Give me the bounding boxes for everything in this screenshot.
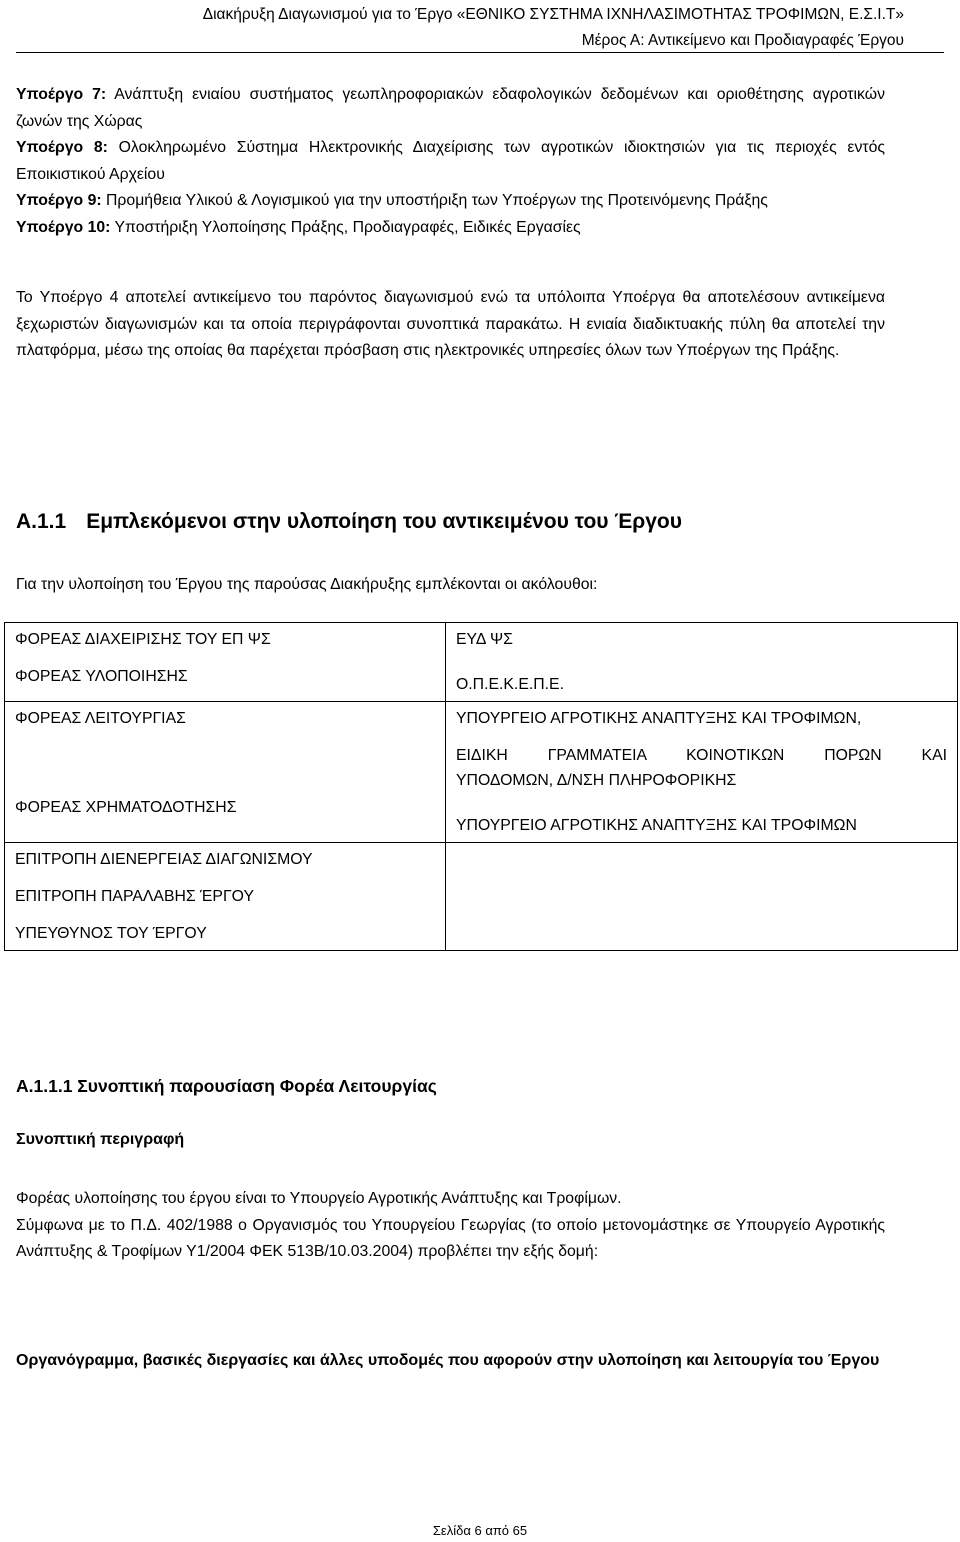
subproject-label: Υποέργο 9: (16, 192, 102, 209)
table-cell (5, 843, 446, 951)
subproject-text: Υποστήριξη Υλοποίησης Πράξης, Προδιαγραφές, Ειδικές Εργασίες (110, 218, 581, 236)
header-subtitle: Μέρος Α: Αντικείμενο και Προδιαγραφές Έργου (581, 32, 904, 49)
section-heading (16, 510, 682, 534)
subproject-label: Υποέργο 7: (16, 86, 107, 103)
cell-text: ΥΠΟΔΟΜΩΝ, Δ/ΝΣΗ ΠΛΗΡΟΦΟΡΙΚΗΣ (456, 772, 737, 789)
table-cell (5, 702, 446, 843)
subproject-7 (16, 82, 885, 135)
subproject-text: Ανάπτυξη ενιαίου συστήματος γεωπληροφοριακών εδαφολογικών δεδομένων και οριοθέτησης αγροτικών ζωνών της Χώρας (16, 86, 885, 130)
section-number: Α.1.1 (16, 510, 67, 533)
page-number: Σελίδα 6 από 65 (432, 1523, 528, 1538)
description-heading: Συνοπτική περιγραφή (16, 1131, 185, 1148)
subsection-heading: Α.1.1.1 Συνοπτική παρουσίαση Φορέα Λειτουργίας (16, 1076, 437, 1096)
subproject-text: Προμήθεια Υλικού & Λογισμικού για την υποστήριξη των Υποέργων της Προτεινόμενης Πράξης (101, 192, 768, 209)
table-cell (5, 623, 446, 702)
cell-text: ΥΠΟΥΡΓΕΙΟ ΑΓΡΟΤΙΚΗΣ ΑΝΑΠΤΥΞΗΣ ΚΑΙ ΤΡΟΦΙΜΩΝ (456, 817, 857, 834)
cell-text: ΦΟΡΕΑΣ ΛΕΙΤΟΥΡΓΙΑΣ (15, 710, 186, 727)
table-cell (446, 702, 958, 843)
org-heading: Οργανόγραμμα, βασικές διεργασίες και άλλες υποδομές που αφορούν στην υλοποίηση και λειτουργία του Έργου (16, 1352, 880, 1369)
table-row (5, 623, 958, 702)
subproject-text: Ολοκληρωμένο Σύστημα Ηλεκτρονικής Διαχείρισης των αγροτικών ιδιοκτησιών για τις περιοχές εντός Εποικιστικού Αρχείου (16, 139, 885, 183)
table-row (5, 843, 958, 951)
subproject-label: Υποέργο 10: (16, 218, 111, 236)
table-cell (446, 843, 958, 951)
cell-text: ΕΠΙΤΡΟΠΗ ΔΙΕΝΕΡΓΕΙΑΣ ΔΙΑΓΩΝΙΣΜΟΥ (15, 851, 313, 868)
cell-text: ΦΟΡΕΑΣ ΔΙΑΧΕΙΡΙΣΗΣ ΤΟΥ ΕΠ ΨΣ (15, 631, 271, 648)
cell-text: ΦΟΡΕΑΣ ΧΡΗΜΑΤΟΔΟΤΗΣΗΣ (15, 799, 237, 816)
cell-text: ΥΠΟΥΡΓΕΙΟ ΑΓΡΟΤΙΚΗΣ ΑΝΑΠΤΥΞΗΣ ΚΑΙ ΤΡΟΦΙΜΩΝ, (456, 710, 862, 727)
header-title: Διακήρυξη Διαγωνισμού για το Έργο «ΕΘΝΙΚΟ ΣΥΣΤΗΜΑ ΙΧΝΗΛΑΣΙΜΟΤΗΤΑΣ ΤΡΟΦΙΜΩΝ, Ε.Σ.Ι.Τ» (202, 6, 904, 23)
table-row (5, 702, 958, 843)
page-header (203, 2, 904, 54)
section-title: Εμπλεκόμενοι στην υλοποίηση του αντικειμένου του Έργου (86, 510, 682, 533)
cell-text: ΕΠΙΤΡΟΠΗ ΠΑΡΑΛΑΒΗΣ ΈΡΓΟΥ (15, 888, 254, 905)
cell-text: ΕΙΔΙΚΗ ΓΡΑΜΜΑΤΕΙΑ ΚΟΙΝΟΤΙΚΩΝ ΠΟΡΩΝ ΚΑΙ (456, 747, 947, 764)
description-line: Σύμφωνα με το Π.Δ. 402/1988 ο Οργανισμός του Υπουργείου Γεωργίας (το οποίο μετονομάστηκε σε Υπουργείο Αγροτικής Ανάπτυξης & Τροφίμων Υ1/2004 ΦΕΚ 513Β/10.03.2004) προβλέπει την εξής δομή: (16, 1216, 885, 1260)
description-text (16, 1186, 885, 1266)
subproject-9 (16, 188, 885, 215)
cell-text: Ο.Π.Ε.Κ.Ε.Π.Ε. (456, 676, 564, 693)
stakeholders-table (4, 622, 958, 951)
subproject-label: Υποέργο 8: (16, 139, 108, 156)
subproject-8 (16, 135, 885, 188)
subprojects-list (16, 82, 885, 365)
cell-text: ΕΥΔ ΨΣ (456, 631, 513, 648)
header-divider (16, 52, 944, 53)
table-cell (446, 623, 958, 702)
description-line: Φορέας υλοποίησης του έργου είναι το Υπουργείο Αγροτικής Ανάπτυξης και Τροφίμων. (16, 1190, 622, 1207)
subproject-10 (16, 215, 885, 242)
cell-text: ΦΟΡΕΑΣ ΥΛΟΠΟΙΗΣΗΣ (15, 668, 188, 685)
cell-text: ΥΠΕΥΘΥΝΟΣ ΤΟΥ ΈΡΓΟΥ (15, 925, 207, 942)
overview-paragraph: Το Υποέργο 4 αποτελεί αντικείμενο του παρόντος διαγωνισμού ενώ τα υπόλοιπα Υποέργα θα αποτελέσουν αντικείμενα ξεχωριστών διαγωνισμών και τα οποία περιγράφονται συνοπτικά παρακάτω. Η ενιαία διαδικτυακής πύλη θα αποτελεί την πλατφόρμα, μέσω της οποίας θα παρέχεται πρόσβαση στις ηλεκτρονικές υπηρεσίες όλων των Υποέργων της Πράξης. (16, 289, 885, 359)
intro-text: Για την υλοποίηση του Έργου της παρούσας Διακήρυξης εμπλέκονται οι ακόλουθοι: (16, 576, 598, 593)
